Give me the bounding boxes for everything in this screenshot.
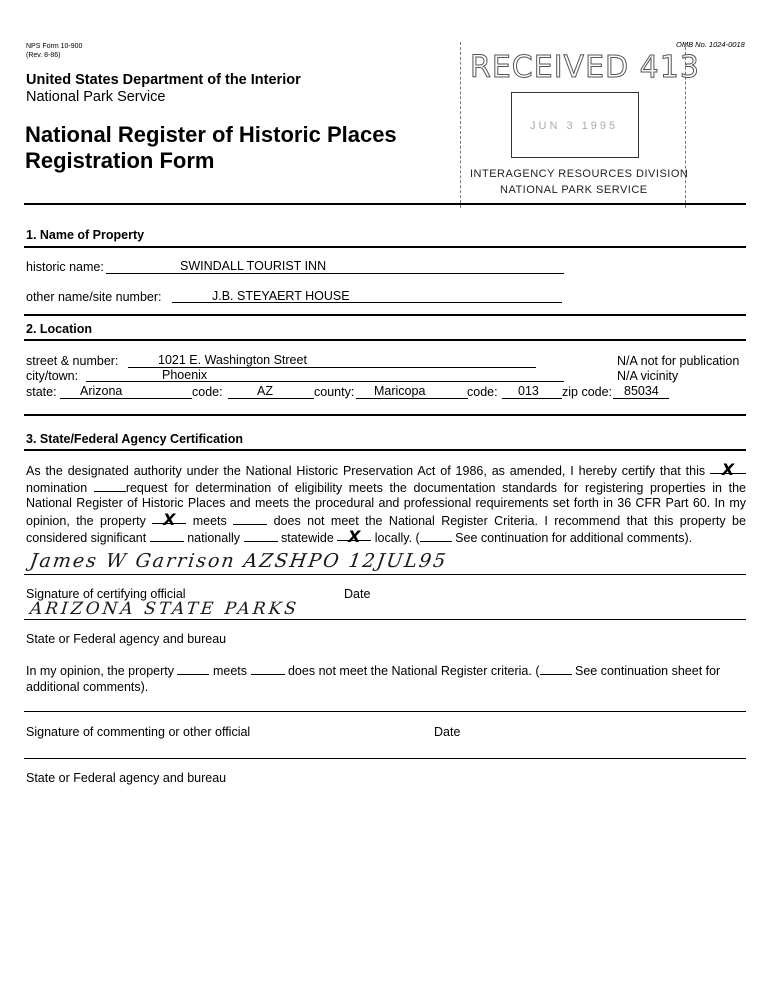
comment-signature-label: Signature of commenting or other official [26, 725, 251, 739]
state-line [60, 398, 192, 399]
agency-line [24, 619, 746, 620]
county-code-line [502, 398, 562, 399]
section3-divider [24, 449, 746, 451]
historic-name-line [106, 273, 564, 274]
section1-heading: 1. Name of Property [26, 228, 145, 242]
department-name: United States Department of the Interior [26, 72, 301, 88]
historic-name-value: SWINDALL TOURIST INN [180, 259, 327, 273]
agency-label: State or Federal agency and bureau [26, 632, 227, 646]
agency-handwritten: ARIZONA STATE PARKS [28, 599, 301, 619]
state-code-line [228, 398, 314, 399]
certifying-signature: James W Garrison AZSHPO 12JUL95 [28, 550, 449, 572]
section3-heading: 3. State/Federal Agency Certification [26, 432, 243, 446]
county-code-label: code: [467, 385, 498, 399]
county-line [356, 398, 468, 399]
vicinity: N/A vicinity [617, 369, 679, 383]
form-revision: (Rev. 8-86) [26, 52, 61, 59]
comment-signature-line [24, 711, 746, 712]
omb-number: OMB No. 1024-0018 [676, 40, 745, 49]
historic-name-label: historic name: [26, 260, 104, 274]
section3-top-divider [24, 414, 746, 416]
section2-divider [24, 339, 746, 341]
street-label: street & number: [26, 354, 119, 368]
agency-name: National Park Service [26, 89, 166, 105]
comment-agency-line [24, 758, 746, 759]
city-value: Phoenix [162, 368, 208, 382]
section2-top-divider [24, 314, 746, 316]
property-meets-check: X [163, 509, 176, 529]
other-name-label: other name/site number: [26, 290, 162, 304]
not-for-publication: N/A not for publication [617, 354, 740, 368]
header-divider [24, 203, 746, 205]
signature-date-label: Date [344, 587, 371, 601]
stamp-received-text: RECEIVED 413 [470, 50, 700, 85]
county-value: Maricopa [374, 384, 426, 398]
form-number: NPS Form 10-900 [26, 43, 83, 50]
state-value: Arizona [80, 384, 123, 398]
form-title-line2: Registration Form [25, 148, 215, 173]
stamp-date: JUN 3 1995 [530, 120, 619, 132]
zip-label: zip code: [562, 385, 613, 399]
street-value: 1021 E. Washington Street [158, 353, 307, 367]
certification-paragraph: As the designated authority under the National Historic Preservation Act of 1986, as amended, I hereby certify that this X nomination request for determination of eligibility meets the documentation standards for registering properties in the National Register of Historic Places and meets the procedural and professional requirements set forth in 36 CFR Part 60. In my opinion, the property X meets does not meet the National Register Criteria. I recommend that this property be considered significant nationally statewide X locally. ( See continuation for additional comments). [26, 460, 746, 546]
stamp-service: NATIONAL PARK SERVICE [500, 184, 648, 196]
zip-value: 85034 [624, 384, 659, 398]
signature-label: Signature of certifying official [26, 587, 186, 601]
city-line [86, 381, 564, 382]
locally-check: X [348, 527, 361, 546]
comment-date-label: Date [434, 725, 461, 739]
other-name-value: J.B. STEYAERT HOUSE [212, 289, 350, 303]
nomination-check: X [721, 460, 735, 479]
section2-heading: 2. Location [26, 322, 92, 336]
county-code-value: 013 [518, 384, 539, 398]
signature-line [24, 574, 746, 575]
section1-divider [24, 246, 746, 248]
county-label: county: [314, 385, 355, 399]
zip-line [613, 398, 669, 399]
opinion-paragraph: In my opinion, the property meets does not meet the National Register criteria. ( See continuation sheet for additional comments). [26, 664, 721, 694]
state-code-label: code: [192, 385, 223, 399]
comment-agency-label: State or Federal agency and bureau [26, 771, 227, 785]
state-code-value: AZ [257, 384, 273, 398]
state-label: state: [26, 385, 57, 399]
city-label: city/town: [26, 369, 79, 383]
stamp-division: INTERAGENCY RESOURCES DIVISION [470, 168, 689, 180]
form-title-line1: National Register of Historic Places [25, 122, 397, 147]
